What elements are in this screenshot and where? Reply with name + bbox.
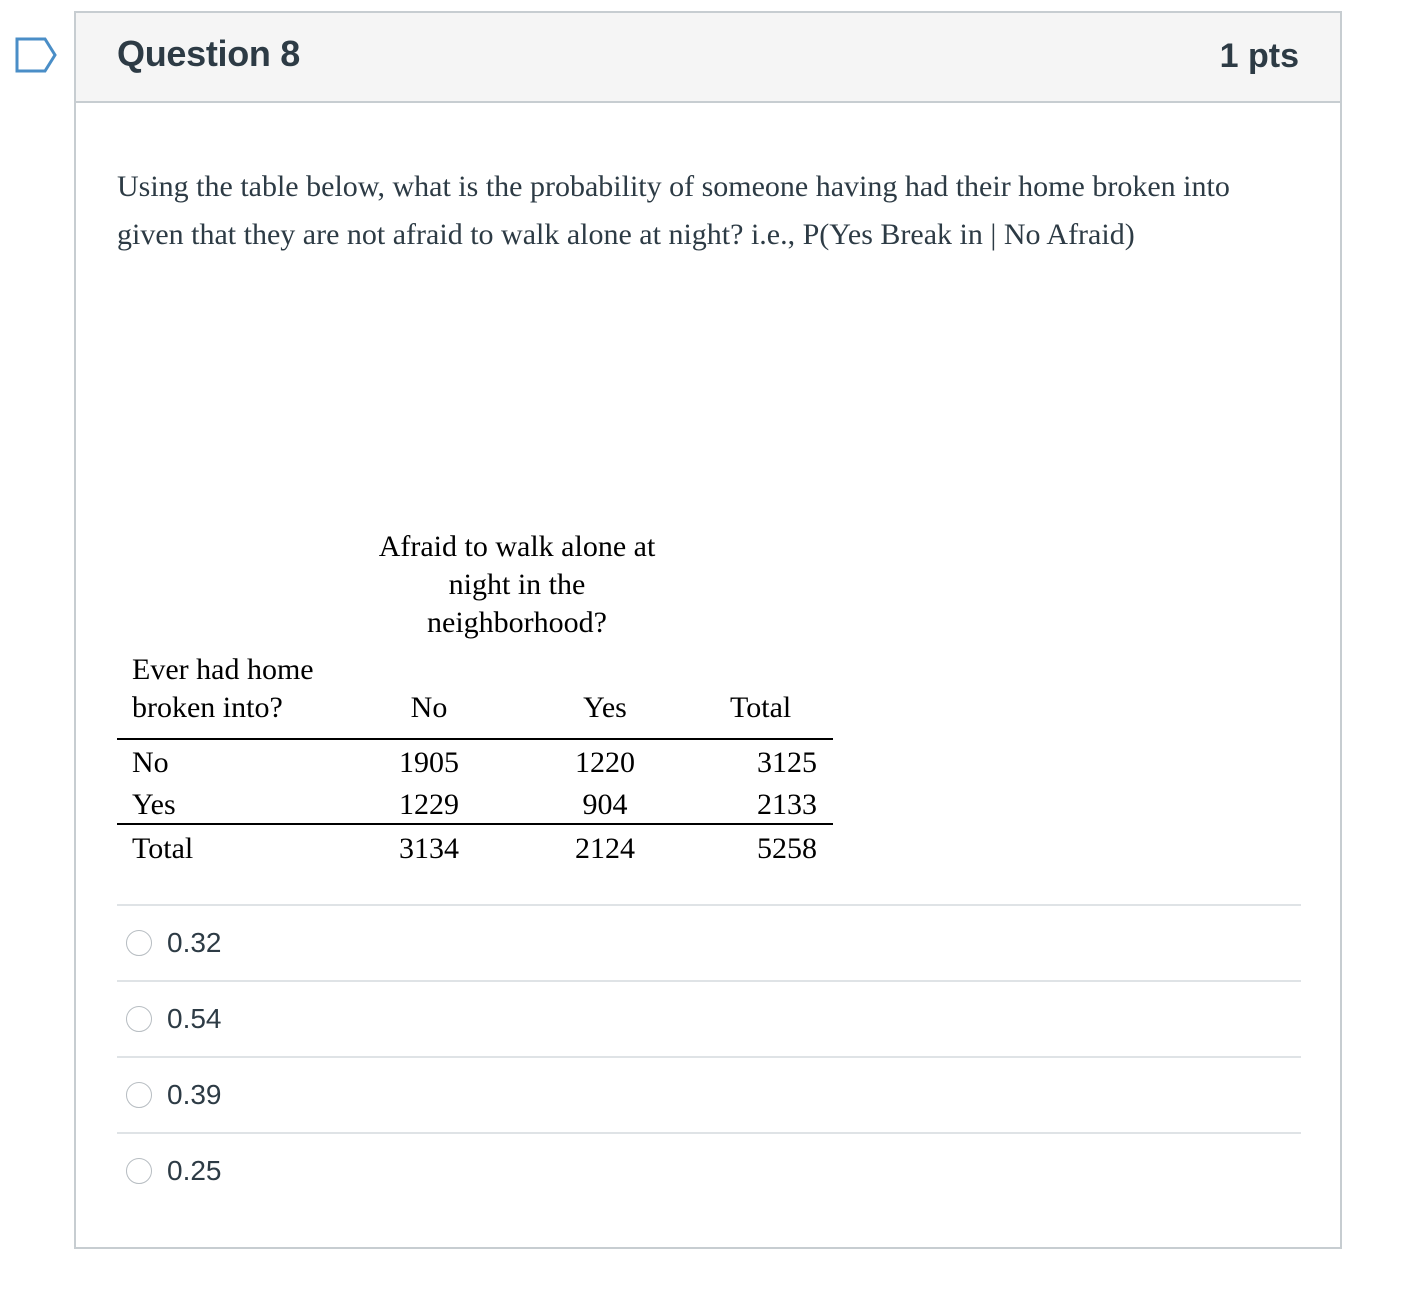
answer-option[interactable]	[117, 1056, 1301, 1132]
table-rule-top	[117, 738, 833, 740]
answer-option[interactable]	[117, 980, 1301, 1056]
row-variable-label: Ever had home broken into?	[132, 653, 314, 724]
radio-button[interactable]	[126, 1158, 152, 1184]
answer-option[interactable]	[117, 1132, 1301, 1208]
radio-button[interactable]	[126, 930, 152, 956]
answer-label[interactable]: 0.39	[167, 1079, 222, 1110]
answer-label[interactable]: 0.54	[167, 1003, 222, 1034]
table-cell: 5258	[757, 832, 817, 865]
answer-list	[117, 904, 1301, 1208]
question-header	[76, 13, 1340, 103]
table-cell: 2133	[757, 788, 817, 821]
answer-option[interactable]	[117, 904, 1301, 980]
question-points: 1 pts	[1219, 37, 1299, 75]
table-row-label: No	[132, 746, 169, 779]
table-rule-total	[117, 823, 833, 825]
flag-question-icon[interactable]	[15, 37, 57, 73]
question-text: Using the table below, what is the probability of someone having had their home broken into given that they are not afraid to walk alone at night? i.e., P(Yes Break in | No Afraid)	[117, 170, 1230, 251]
answer-label[interactable]: 0.32	[167, 927, 222, 958]
table-cell: 3125	[757, 746, 817, 779]
question-title: Question 8	[117, 33, 301, 74]
table-row-label: Yes	[132, 788, 176, 821]
answer-label[interactable]: 0.25	[167, 1155, 222, 1186]
column-variable-caption: Afraid to walk alone at night in the neighborhood?	[378, 530, 656, 639]
question-card: Question 8 1 pts Using the table below, what is the probability of someone having had their home broken into given that they are not afraid to walk alone at night? i.e., P(Yes Break in | No Afraid) Afraid to walk alone at night in the neighborhood? Ever had home broken into? No Yes Total No 1905 1220 3125 Yes 1229 904 2133 Total 3134 2124 5258 0.32 0.54 0.39 0.25	[74, 11, 1342, 1249]
column-header-total: Total	[730, 691, 792, 724]
radio-button[interactable]	[126, 1006, 152, 1032]
radio-button[interactable]	[126, 1082, 152, 1108]
table-row-label: Total	[132, 832, 194, 865]
